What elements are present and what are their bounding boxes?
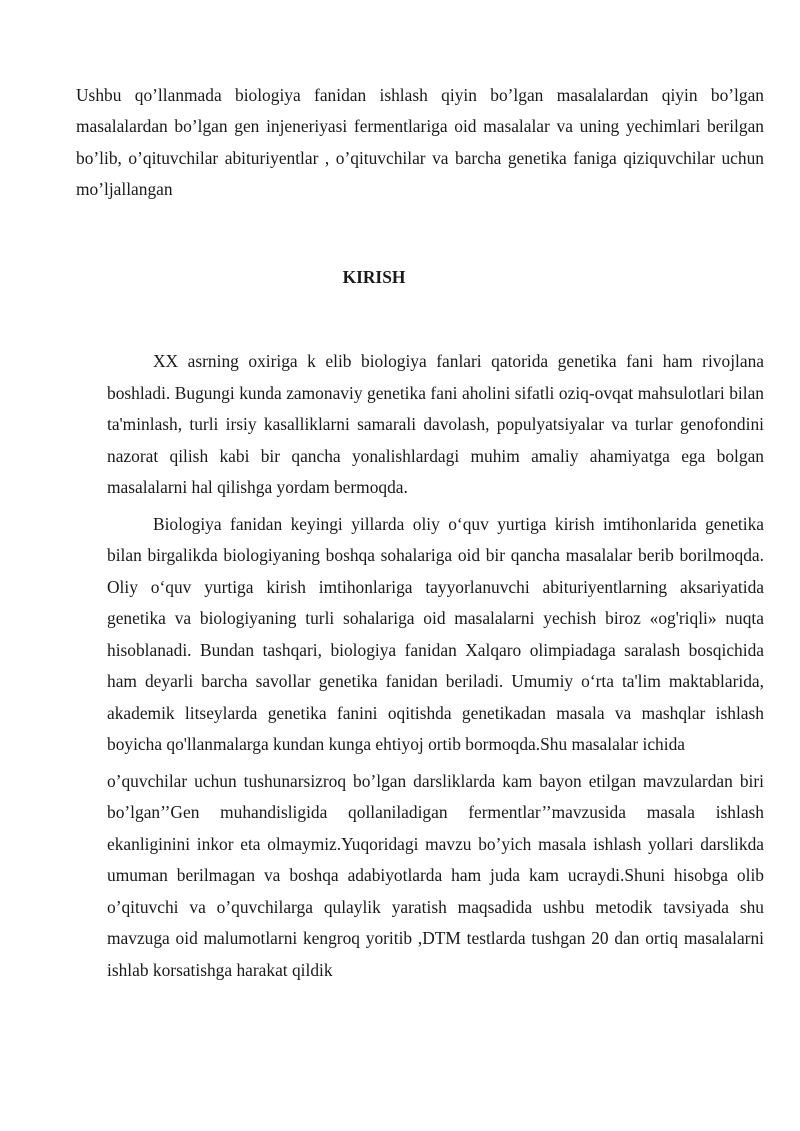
paragraph-3: o’quvchilar uchun tushunarsizroq bo’lgan darsliklarda kam bayon etilgan mavzulardan biri bo’lgan’’Gen muhandisligida qollaniladigan fermentlar’’mavzusida masala ishlash ekanliginini inkor eta olmaymiz.Yuqoridagi mavzu bo’yich masala ishlash yollari darslikda umuman berilmagan va boshqa adabiyotlarda ham juda kam ucraydi.Shuni hisobga olib o’qituvchi va o’quvchilarga qulaylik yaratish maqsadida ushbu metodik tavsiyada shu mavzuga oid malumotlarni kengroq yoritib ,DTM testlarda tushgan 20 dan ortiq masalalarni ishlab korsatishga harakat qildik [107, 770, 764, 980]
section-heading: KIRISH [342, 267, 406, 287]
paragraph-2: Biologiya fanidan keyingi yillarda oliy o‘quv yurtiga kirish imtihonlarida genetika bilan birgalikda biologiyaning boshqa sohalariga oid bir qancha masalalar berib borilmoqda. Oliy o‘quv yurtiga kirish imtihonlariga tayyorlanuvchi abituriyentlarning aksariyatida genetika va biologiyaning turli sohalariga oid masalalarni yechish biroz «og'riqli» nuqta hisoblanadi. Bundan tashqari, biologiya fanidan Xalqaro olimpiadaga saralash bosqichida ham deyarli barcha savollar genetika fanidan beriladi. Umumiy o‘rta ta'lim maktablarida, akademik litseylarda genetika fanini oqitishda genetikadan masala va mashqlar ishlash boyicha qo'llanmalarga kundan kunga ehtiyoj ortib bormoqda.Shu masalalar ichida [107, 513, 764, 754]
abstract-paragraph: Ushbu qo’llanmada biologiya fanidan ishlash qiyin bo’lgan masalalardan qiyin bo’lgan masalalardan bo’lgan gen injeneriyasi fermentlariga oid masalalar va uning yechimlari berilgan bo’lib, o’qituvchilar abituriyentlar , o’qituvchilar va barcha genetika faniga qiziquvchilar uchun mo’ljallangan [76, 85, 764, 200]
body-text [107, 346, 764, 991]
paragraph-1: XX asrning oxiriga k elib biologiya fanlari qatorida genetika fani ham rivojlana boshladi. Bugungi kunda zamonaviy genetika fani aholini sifatli oziq-ovqat mahsulotlari bilan ta'minlash, turli irsiy kasalliklarni samarali davolash, populyatsiyalar va turlar genofondini nazorat qilish kabi bir qancha yonalishlardagi muhim amaliy ahamiyatga ega bolgan masalalarni hal qilishga yordam bermoqda. [107, 351, 764, 497]
